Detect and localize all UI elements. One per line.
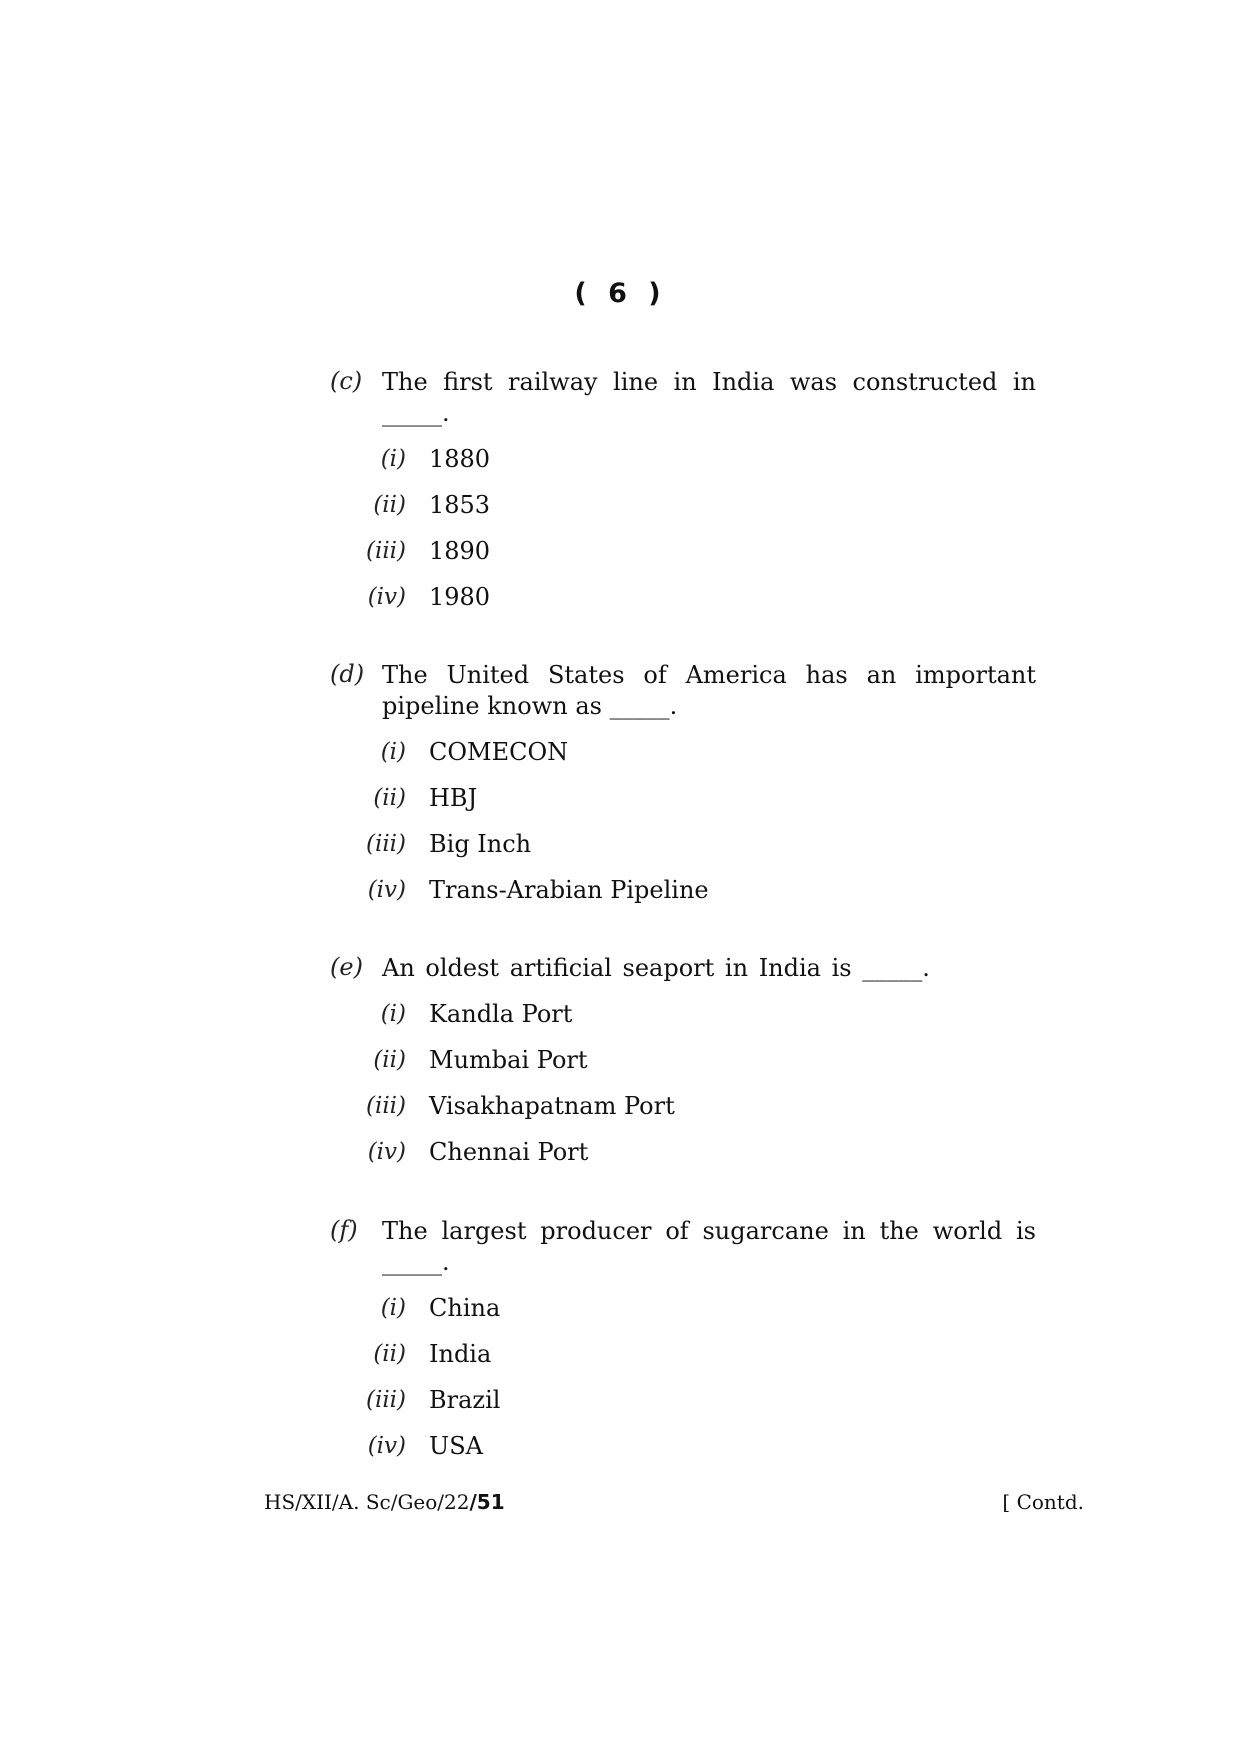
contd-label: [ Contd.: [1002, 1490, 1084, 1514]
option-text: China: [429, 1294, 501, 1322]
question-stem: The largest producer of sugarcane in the world is _____.: [382, 1217, 1036, 1276]
option-item[interactable]: [330, 737, 1036, 783]
option-text: 1980: [429, 583, 491, 611]
option-item[interactable]: [330, 1045, 1036, 1091]
question-label: (e): [330, 953, 363, 981]
option-item[interactable]: [330, 444, 1036, 490]
option-item[interactable]: [330, 1339, 1036, 1385]
option-item[interactable]: [330, 1385, 1036, 1431]
question-c: [330, 367, 1036, 628]
option-number: (ii): [373, 785, 406, 811]
option-item[interactable]: [330, 783, 1036, 829]
question-f: [330, 1216, 1036, 1477]
option-number: (iv): [367, 1139, 406, 1165]
question-stem: The United States of America has an important pipeline known as _____.: [382, 661, 1036, 720]
option-text: 1853: [429, 491, 491, 519]
option-list: [330, 999, 1036, 1183]
option-number: (i): [380, 739, 406, 765]
option-text: Trans-Arabian Pipeline: [429, 876, 709, 904]
paper-code: [264, 1490, 505, 1514]
option-text: Brazil: [429, 1386, 501, 1414]
option-number: (ii): [373, 1047, 406, 1073]
option-text: 1890: [429, 537, 491, 565]
question-label: (d): [330, 660, 365, 688]
option-text: COMECON: [429, 738, 569, 766]
option-text: HBJ: [429, 784, 478, 812]
option-number: (ii): [373, 1341, 406, 1367]
option-item[interactable]: [330, 536, 1036, 582]
question-label: (f): [330, 1216, 358, 1244]
question-stem: An oldest artificial seaport in India is _____.: [382, 954, 930, 982]
option-number: (iv): [367, 877, 406, 903]
option-text: 1880: [429, 445, 491, 473]
option-list: [330, 444, 1036, 628]
option-number: (i): [380, 1295, 406, 1321]
page-number: ( 6 ): [574, 278, 667, 309]
option-item[interactable]: [330, 999, 1036, 1045]
option-item[interactable]: [330, 829, 1036, 875]
option-number: (i): [380, 446, 406, 472]
option-text: Kandla Port: [429, 1000, 573, 1028]
question-stem: The first railway line in India was constructed in _____.: [382, 368, 1036, 427]
option-number: (iii): [365, 1387, 406, 1413]
option-number: (ii): [373, 492, 406, 518]
question-e: [330, 953, 1036, 1183]
option-number: (iv): [367, 584, 406, 610]
option-number: (iii): [365, 1093, 406, 1119]
question-d: [330, 660, 1036, 921]
option-text: Big Inch: [429, 830, 532, 858]
option-item[interactable]: [330, 582, 1036, 628]
option-item[interactable]: [330, 1431, 1036, 1477]
option-item[interactable]: [330, 875, 1036, 921]
option-number: (i): [380, 1001, 406, 1027]
option-list: [330, 1293, 1036, 1477]
option-number: (iii): [365, 831, 406, 857]
option-text: Chennai Port: [429, 1138, 589, 1166]
option-list: [330, 737, 1036, 921]
option-item[interactable]: [330, 1091, 1036, 1137]
option-item[interactable]: [330, 1293, 1036, 1339]
question-label: (c): [330, 367, 363, 395]
option-number: (iii): [365, 538, 406, 564]
paper-code-prefix: HS/XII/A. Sc/Geo/22: [264, 1490, 470, 1514]
paper-code-number: /51: [469, 1490, 505, 1514]
option-text: Visakhapatnam Port: [429, 1092, 675, 1120]
option-text: USA: [429, 1432, 483, 1460]
option-text: India: [429, 1340, 492, 1368]
option-number: (iv): [367, 1433, 406, 1459]
option-item[interactable]: [330, 1137, 1036, 1183]
option-text: Mumbai Port: [429, 1046, 588, 1074]
option-item[interactable]: [330, 490, 1036, 536]
